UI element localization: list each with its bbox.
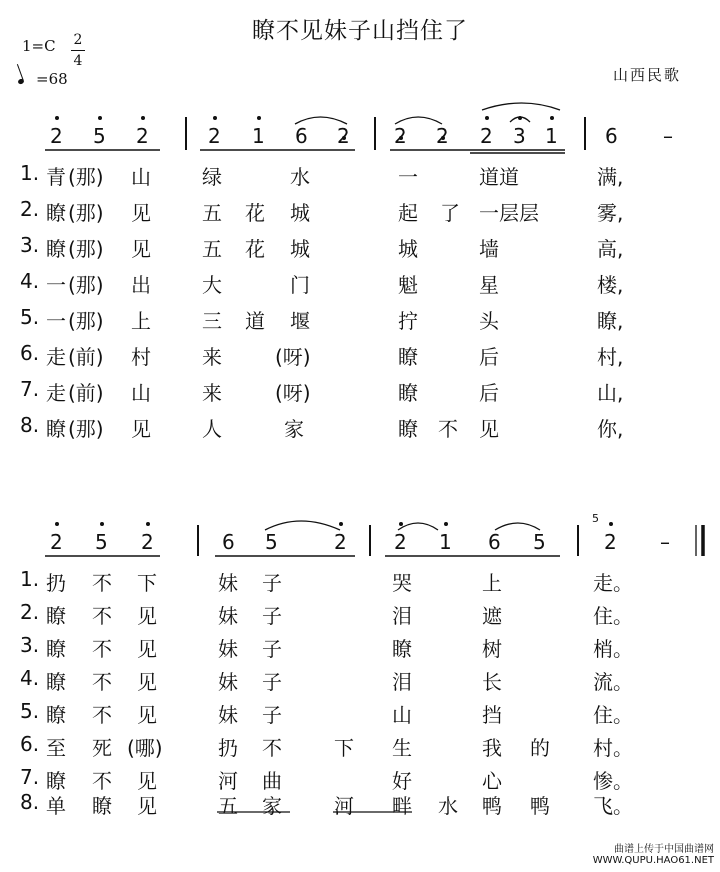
note: 2 [334,530,347,554]
lyric: 河 [334,794,354,818]
dot [100,522,104,526]
dot [146,522,150,526]
lyric: 扔 [46,571,66,595]
grace-note: 5 [592,512,599,525]
lyric: 瞭, [597,309,624,333]
lyric: 挡 [482,703,502,727]
lyric: 山 [131,165,151,189]
note: 2 [480,124,493,148]
lyric: 墙 [479,237,499,261]
note: 2 [604,530,617,554]
lyric: 道道 [479,165,519,189]
lyric: 不 [92,637,112,661]
lyric: 瞭 [398,345,418,369]
verse-number: 1. [20,567,40,591]
dot [257,116,261,120]
lyric: 瞭 [46,237,66,261]
lyric: 生 [392,736,412,760]
dot [444,522,448,526]
lyric: (那) [68,201,104,225]
dot [518,116,522,120]
lyric: 青 [46,165,66,189]
lyric: 子 [262,670,282,694]
lyric: 至 [46,736,66,760]
lyric: 心 [482,769,502,793]
note: 2 [337,124,350,148]
lyric: 鸭 [482,794,502,818]
verse-number: 4. [20,269,40,293]
lyric: 花 [245,201,265,225]
lyric: 妹 [218,637,238,661]
page-title: 瞭不见妹子山挡住了 [252,18,468,44]
lyric: 高, [597,237,624,261]
tempo-value: =68 [36,70,68,88]
dot [550,116,554,120]
lyric: 门 [290,273,310,297]
note: 1 [439,530,452,554]
lyric: 城 [290,201,310,225]
note: 6 [605,124,618,148]
verse-number: 2. [20,197,40,221]
lyric: 见 [137,794,157,818]
note: 2 [394,124,407,148]
lyric: 不 [262,736,282,760]
note: 1 [545,124,558,148]
lyric: 三 [202,309,222,333]
lyric: 瞭 [46,201,66,225]
verse-number: 7. [20,377,40,401]
lyric: 村。 [593,736,633,760]
verse-number: 1. [20,161,40,185]
lyric: 上 [131,309,151,333]
lyric: 出 [131,273,151,297]
dot [55,116,59,120]
lyric: 见 [131,201,151,225]
lyric: 人 [202,417,222,441]
dot [339,522,343,526]
verse-number: 6. [20,732,40,756]
slur [265,521,340,530]
lyric: 妹 [218,571,238,595]
dot [609,522,613,526]
lyric: 走。 [593,571,633,595]
dot [55,522,59,526]
note: 3 [513,124,526,148]
dot [485,116,489,120]
lyric: 妹 [218,703,238,727]
lyric: 堰 [290,309,310,333]
lyric: 子 [262,604,282,628]
lyric: 的 [530,736,550,760]
lyric: 来 [202,381,222,405]
lyric: 扔 [218,736,238,760]
lyric: 瞭 [46,769,66,793]
lyric: 头 [479,309,499,333]
lyric: 城 [398,237,418,261]
lyric: 瞭 [92,794,112,818]
lyric: 走 [46,345,66,369]
lyric: 山 [392,703,412,727]
lyric: 妹 [218,670,238,694]
lyric: (那) [68,417,104,441]
lyric: (呀) [275,345,311,369]
dot [98,116,102,120]
verse-number: 3. [20,233,40,257]
song-source: 山西民歌 [613,66,682,84]
lyric: 上 [482,571,502,595]
lyric: 一 [398,165,418,189]
lyric: 后 [479,345,499,369]
lyric: 住。 [593,703,633,727]
lyric: 水 [438,794,458,818]
note: 2 [141,530,154,554]
lyric: 子 [262,571,282,595]
lyric: 见 [137,604,157,628]
dot [399,522,403,526]
lyric: (哪) [127,736,163,760]
verse-number: 8. [20,413,40,437]
lyric: 不 [92,670,112,694]
slur [395,117,442,124]
lyric: (那) [68,165,104,189]
watermark-line-2: WWW.QUPU.HAO61.NET [592,855,714,866]
lyric: (那) [68,237,104,261]
meter-bottom: 4 [73,53,83,69]
lyric: 村 [131,345,151,369]
lyric: 家 [284,417,304,441]
note: 5 [533,530,546,554]
lyric: 花 [245,237,265,261]
lyric: 泪 [392,604,412,628]
slur [295,117,347,124]
lyric: 好 [392,769,412,793]
lyric: 道 [245,309,265,333]
lyric: 雾, [597,201,624,225]
lyric: 单 [46,794,66,818]
lyric: 见 [131,237,151,261]
slur [398,523,438,530]
note: 5 [265,530,278,554]
lyric: 星 [479,273,499,297]
lyric: 飞。 [593,794,633,818]
lyric: 瞭 [46,417,66,441]
lyric: 一层层 [479,201,539,225]
lyric: 瞭 [46,703,66,727]
key-signature: 1=C [22,37,56,55]
lyric: 后 [479,381,499,405]
note: 2 [436,124,449,148]
dot [141,116,145,120]
slur [482,103,560,110]
lyric: 楼, [597,273,624,297]
lyric: 下 [334,736,354,760]
lyric: (前) [68,381,104,405]
lyric: 瞭 [398,417,418,441]
lyric: 瞭 [392,637,412,661]
lyric: 村, [597,345,624,369]
lyric: 我 [482,736,502,760]
note: 6 [488,530,501,554]
lyric: (呀) [275,381,311,405]
lyric: 妹 [218,604,238,628]
lyric: 你, [597,417,624,441]
lyric: 瞭 [46,670,66,694]
lyric: 山 [131,381,151,405]
lyric: 瞭 [46,604,66,628]
lyric: 一 [46,309,66,333]
lyric: 死 [92,736,112,760]
lyric: 子 [262,703,282,727]
lyric: 长 [482,670,502,694]
lyric: 见 [479,417,499,441]
slur [495,523,540,530]
lyric: 来 [202,345,222,369]
dash: – [660,530,670,554]
verse-number: 7. [20,765,40,789]
lyric: 水 [290,165,310,189]
lyric: 泪 [392,670,412,694]
dot [213,116,217,120]
verse-number: 5. [20,305,40,329]
note: 1 [252,124,265,148]
lyric: 魁 [398,273,418,297]
site-watermark [593,844,714,866]
lyric: 一 [46,273,66,297]
lyric: 流。 [593,670,633,694]
lyric: 不 [92,571,112,595]
lyric: 哭 [392,571,412,595]
lyric: 绿 [202,165,222,189]
lyric: 起 [398,201,418,225]
lyric: 梢。 [593,637,633,661]
lyric: 不 [92,703,112,727]
lyric: 河 [218,769,238,793]
lyric: (那) [68,309,104,333]
lyric: 家 [262,794,282,818]
lyric: (那) [68,273,104,297]
lyric: 瞭 [398,381,418,405]
dash: – [663,124,673,148]
lyric: 了 [440,201,460,225]
lyric: 城 [290,237,310,261]
lyric: 大 [202,273,222,297]
lyric: 畔 [392,794,412,818]
note: 5 [93,124,106,148]
lyric: 见 [137,637,157,661]
note: 6 [295,124,308,148]
lyric: 走 [46,381,66,405]
verse-number: 4. [20,666,40,690]
note: 2 [136,124,149,148]
lyric: 拧 [398,309,418,333]
lyric: 满, [597,165,624,189]
verse-number: 5. [20,699,40,723]
verse-number: 2. [20,600,40,624]
lyric: 见 [131,417,151,441]
lyric: 瞭 [46,637,66,661]
lyric: 五 [202,237,222,261]
note: 5 [95,530,108,554]
lyric: 下 [137,571,157,595]
lyric: 不 [92,604,112,628]
lyric: 山, [597,381,624,405]
watermark-line-1: 曲谱上传于中国曲谱网 [614,844,714,855]
lyric: 五 [218,794,238,818]
verse-number: 6. [20,341,40,365]
lyric: 五 [202,201,222,225]
note: 2 [50,124,63,148]
lyric: 子 [262,637,282,661]
lyric: 见 [137,769,157,793]
verse-number: 8. [20,790,40,814]
meter-top: 2 [73,32,83,48]
note: 6 [222,530,235,554]
lyric: 遮 [482,604,502,628]
lyric: (前) [68,345,104,369]
lyric: 不 [92,769,112,793]
lyric: 见 [137,670,157,694]
verse-number: 3. [20,633,40,657]
lyric: 见 [137,703,157,727]
lyric: 曲 [262,769,282,793]
lyric: 住。 [593,604,633,628]
note: 2 [50,530,63,554]
lyric: 惨。 [593,769,633,793]
lyric: 鸭 [530,794,550,818]
note: 2 [208,124,221,148]
lyric: 树 [482,637,502,661]
note: 2 [394,530,407,554]
lyric: 不 [438,417,458,441]
